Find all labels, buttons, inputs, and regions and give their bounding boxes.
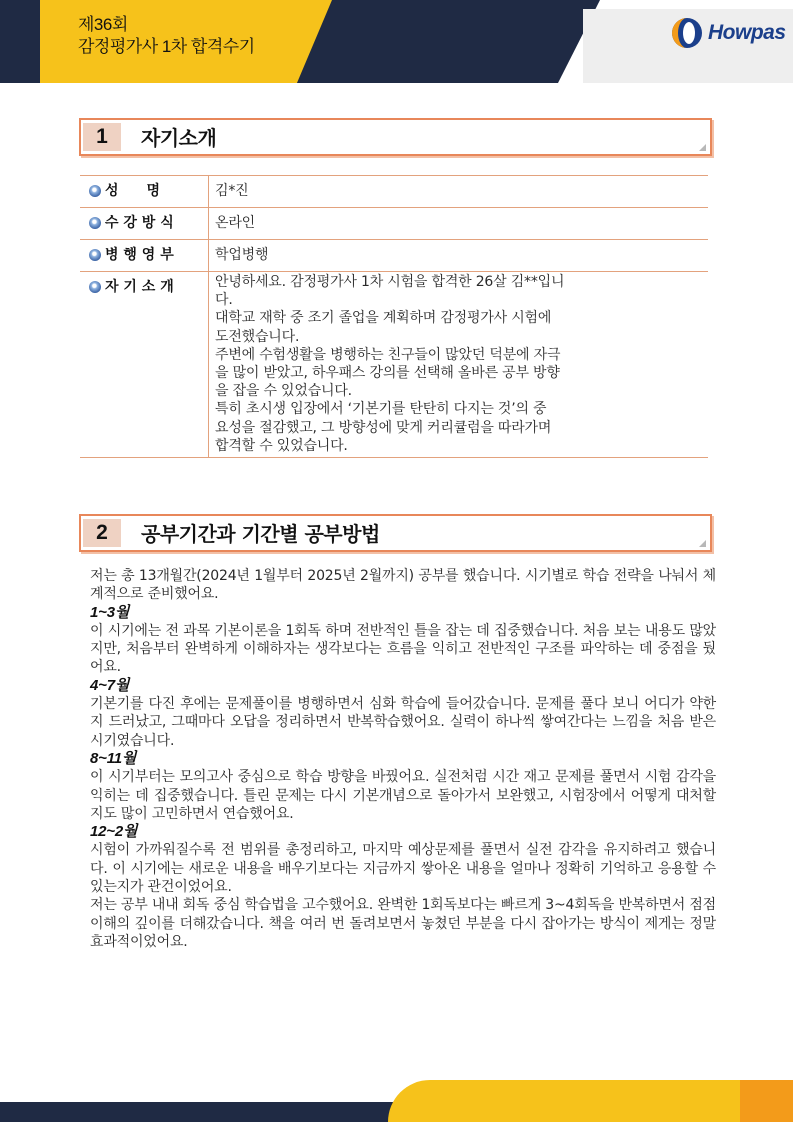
profile-value-study-mode: 온라인 (215, 215, 255, 231)
study-method-body (90, 567, 716, 951)
intro-line: 도전했습니다. (215, 328, 300, 345)
profile-row-study-mode (80, 208, 708, 240)
period-heading: 8~11월 (90, 749, 137, 767)
profile-label-cell (80, 208, 209, 239)
title-line-1: 제36회 (78, 15, 128, 34)
profile-label: 수 강 방 식 (105, 215, 174, 231)
section-1-header (79, 118, 712, 156)
footer-orange-band (740, 1080, 793, 1122)
corner-mark-icon (699, 144, 706, 151)
bullet-icon (89, 185, 101, 197)
intro-line: 을 많이 받았고, 하우패스 강의를 선택해 올바른 공부 방향 (215, 365, 560, 382)
logo-text: Howpas (708, 21, 786, 44)
bullet-icon (89, 249, 101, 261)
intro-line: 특히 초시생 입장에서 ‘기본기를 탄탄히 다지는 것’의 중 (215, 401, 547, 418)
profile-row-concurrent (80, 240, 708, 272)
intro-line: 다. (215, 292, 233, 309)
profile-table (80, 175, 708, 458)
profile-label-cell (80, 272, 209, 457)
profile-label-cell (80, 240, 209, 271)
footer-yellow-band (388, 1080, 793, 1122)
howpass-logo (670, 16, 786, 50)
period-paragraph: 기본기를 다진 후에는 문제풀이를 병행하면서 심화 학습에 들어갔습니다. 문제를 풀다 보니 어디가 약한지 드러났고, 그때마다 오답을 정리하면서 반복학습했어요. 실력이 하나씩 쌓여간다는 느낌을 처음 받은 시기였습니다. (90, 696, 716, 749)
profile-label: 병 행 영 부 (105, 247, 174, 263)
profile-label: 성 명 (105, 183, 161, 199)
profile-row-intro (80, 272, 708, 458)
profile-value-concurrent: 학업병행 (215, 247, 269, 263)
intro-line: 주변에 수험생활을 병행하는 친구들이 많았던 덕분에 자극 (215, 346, 561, 363)
period-heading: 4~7월 (90, 676, 130, 694)
section-2-title: 공부기간과 기간별 공부방법 (141, 522, 380, 546)
period-heading: 1~3월 (90, 603, 130, 621)
period-paragraph: 이 시기부터는 모의고사 중심으로 학습 방향을 바꿨어요. 실전처럼 시간 재고 문제를 풀면서 시험 감각을 익히는 데 집중했습니다. 틀린 문제는 다시 기본개념으로 돌아가서 보완했고, 시험장에서 어떻게 대처할지도 많이 고민하면서 연습했어요. (90, 769, 716, 822)
intro-line: 요성을 절감했고, 그 방향성에 맞게 커리큘럼을 따라가며 (215, 419, 552, 436)
profile-value-name: 김*진 (215, 183, 249, 199)
profile-label-cell (80, 176, 209, 207)
intro-line: 합격할 수 있었습니다. (215, 437, 348, 454)
section-2-number: 2 (83, 519, 121, 547)
intro-paragraph: 저는 총 13개월간(2024년 1월부터 2025년 2월까지) 공부를 했습니다. 시기별로 학습 전략을 나눠서 체계적으로 준비했어요. (90, 568, 716, 603)
profile-label: 자 기 소 개 (105, 279, 174, 295)
section-1-title: 자기소개 (141, 126, 217, 150)
period-paragraph: 이 시기에는 전 과목 기본이론을 1회독 하며 전반적인 틀을 잡는 데 집중했습니다. 처음 보는 내용도 많았지만, 처음부터 완벽하게 이해하자는 생각보다는 흐름을 익히고 전반적인 구조를 파악하는 데 중점을 뒀어요. (90, 622, 716, 676)
intro-line: 대학교 재학 중 조기 졸업을 계획하며 감정평가사 시험에 (215, 310, 552, 327)
closing-paragraph: 저는 공부 내내 회독 중심 학습법을 고수했어요. 완벽한 1회독보다는 빠르게 3~4회독을 반복하면서 점점 이해의 깊이를 더해갔습니다. 책을 여러 번 돌려보면서 놓쳤던 부분을 다시 잡아가는 방식이 제게는 정말 효과적이었어요. (90, 897, 716, 950)
period-paragraph: 시험이 가까워질수록 전 범위를 총정리하고, 마지막 예상문제를 풀면서 실전 감각을 유지하려고 했습니다. 이 시기에는 새로운 내용을 배우기보다는 지금까지 쌓아온 내용을 얼마나 정확히 기억하고 응용할 수 있는지가 관건이었어요. (90, 842, 716, 896)
intro-line: 안녕하세요. 감정평가사 1차 시험을 합격한 26살 김**입니 (215, 274, 565, 290)
section-1-number: 1 (83, 123, 121, 151)
document-title (78, 14, 255, 58)
logo-circle-icon (670, 16, 704, 50)
corner-mark-icon (699, 540, 706, 547)
profile-row-name (80, 175, 708, 208)
footer-navy-band (0, 1102, 400, 1122)
title-line-2: 감정평가사 1차 합격수기 (78, 37, 255, 56)
profile-value-intro (209, 272, 708, 457)
period-heading: 12~2월 (90, 823, 138, 841)
section-2-header (79, 514, 712, 552)
bullet-icon (89, 281, 101, 293)
intro-line: 을 잡을 수 있었습니다. (215, 383, 352, 400)
bullet-icon (89, 217, 101, 229)
